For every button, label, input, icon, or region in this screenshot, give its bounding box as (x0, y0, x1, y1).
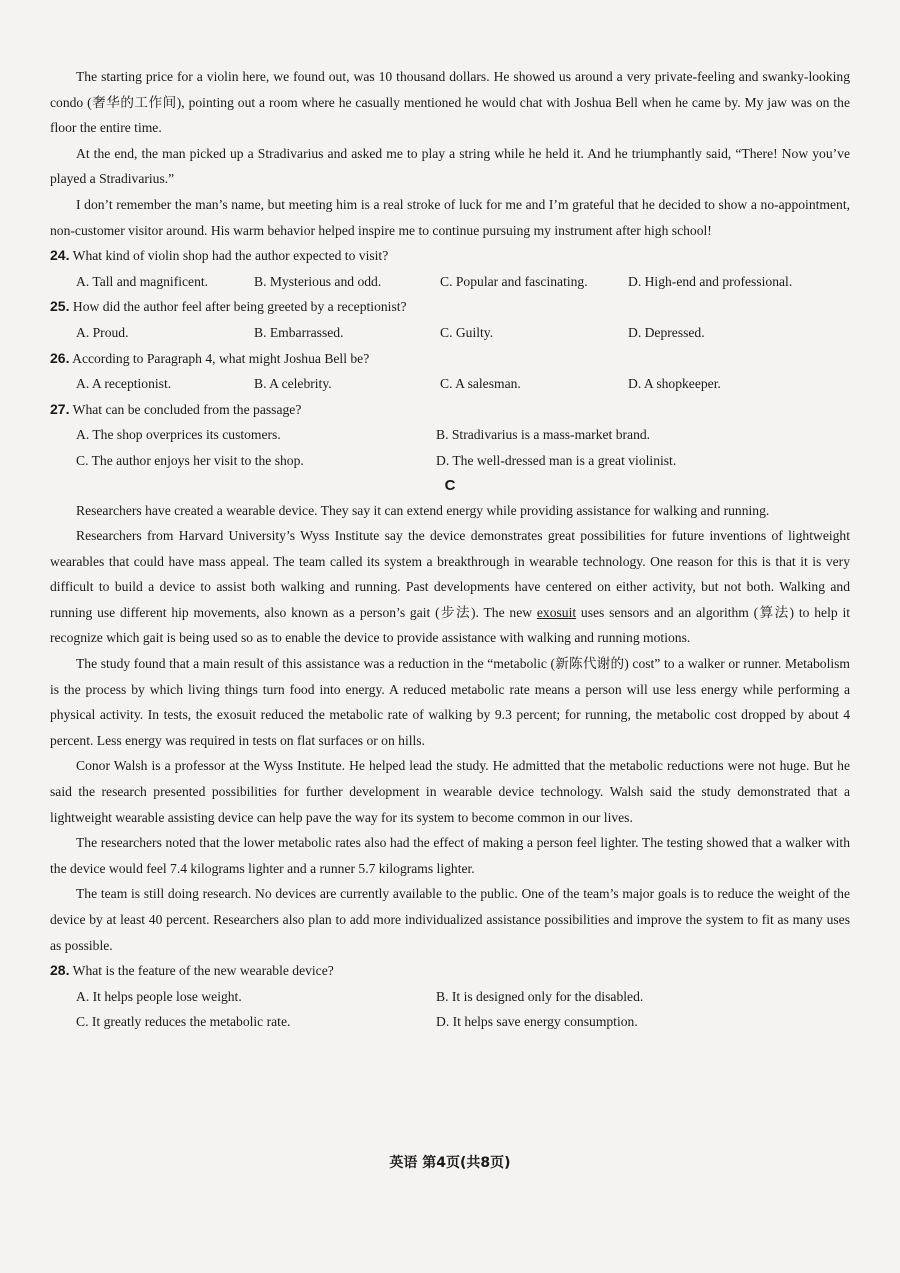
option-b: B. Mysterious and odd. (254, 273, 382, 289)
question-number: 25. (50, 298, 70, 315)
option-d: D. The well-dressed man is a great violinist. (436, 452, 677, 468)
question-number: 27. (50, 400, 70, 417)
question-text: According to Paragraph 4, what might Joshua Bell be? (72, 350, 370, 366)
option-b: B. Embarrassed. (254, 324, 344, 340)
option-a: A. A receptionist. (76, 376, 172, 392)
question-text: What can be concluded from the passage? (72, 401, 302, 417)
paragraph-text: Researchers from Harvard University’s Wyss Institute say the device demonstrates great possibilities for future inventions of lightweight wearables that could have mass appeal. The team called its system a breakthrough in wearable technology. One reason for this is that it is very difficult to build a device to assist both walking and running. Past developments have centered on either activity, but not both. Walking and running use different hip movements, also known as a person’s gait (步法). The new (50, 528, 850, 620)
option-c: C. It greatly reduces the metabolic rate. (76, 1014, 291, 1030)
option-d: D. Depressed. (628, 324, 705, 340)
question-number: 24. (50, 247, 70, 264)
question-text: How did the author feel after being greeted by a receptionist? (72, 299, 407, 315)
option-c: C. The author enjoys her visit to the shop. (76, 452, 304, 468)
option-a: A. It helps people lose weight. (76, 988, 242, 1004)
passage-b-paragraph-1: The starting price for a violin here, we found out, was 10 thousand dollars. He showed us around a very private-feeling and swanky-looking condo (奢华的工作间), pointing out a room where he casually mentioned he would chat with Joshua Bell when he came by. My jaw was on the floor the entire time. (50, 69, 850, 136)
option-a: A. The shop overprices its customers. (76, 427, 281, 443)
paragraph-text: uses sensors and an algorithm (算法) to help it recognize which gait is being used so as to enable the device to provide assistance with walking and running motions. (50, 604, 851, 646)
option-c: C. Guilty. (440, 324, 494, 340)
question-27 (50, 397, 850, 474)
option-b: B. It is designed only for the disabled. (436, 988, 644, 1004)
passage-c-paragraph-6: The team is still doing research. No devices are currently available to the public. One of the team’s major goals is to reduce the weight of the device by at least 40 percent. Researchers also plan to add more individualized assistance possibilities and improve the system to fit as many uses as possible. (50, 886, 850, 953)
option-c: C. Popular and fascinating. (440, 273, 588, 289)
question-25 (50, 294, 850, 345)
page-footer: 英语 第4页(共8页) (389, 1155, 511, 1171)
option-b: B. Stradivarius is a mass-market brand. (436, 427, 651, 443)
option-d: D. A shopkeeper. (628, 376, 721, 392)
option-d: D. It helps save energy consumption. (436, 1014, 638, 1030)
option-d: D. High-end and professional. (628, 273, 793, 289)
question-26 (50, 346, 850, 397)
option-a: A. Proud. (76, 324, 129, 340)
passage-c-paragraph-1: Researchers have created a wearable device. They say it can extend energy while providing assistance for walking and running. (76, 502, 770, 518)
question-24 (50, 243, 850, 294)
passage-c-paragraph-3: The study found that a main result of this assistance was a reduction in the “metabolic (新陈代谢的) cost” to a walker or runner. Metabolism is the process by which living things turn food into energy. A reduced metabolic rate means a person will use less energy while performing a physical activity. In tests, the exosuit reduced the metabolic rate of walking by 9.3 percent; for running, the metabolic cost dropped by about 4 percent. Less energy was required in tests on flat surfaces or on hills. (50, 656, 850, 748)
question-number: 26. (50, 349, 70, 366)
question-28 (50, 958, 850, 1035)
underlined-word-exosuit: exosuit (536, 604, 577, 620)
section-heading-c: C (444, 476, 456, 494)
question-text: What kind of violin shop had the author expected to visit? (72, 248, 389, 264)
question-number: 28. (50, 962, 70, 979)
option-b: B. A celebrity. (254, 376, 332, 392)
option-a: A. Tall and magnificent. (76, 273, 209, 289)
passage-b-paragraph-2: At the end, the man picked up a Stradivarius and asked me to play a string while he held it. And he triumphantly said, “There! Now you’ve played a Stradivarius.” (50, 145, 850, 187)
option-c: C. A salesman. (440, 376, 521, 392)
passage-c-paragraph-5: The researchers noted that the lower metabolic rates also had the effect of making a person feel lighter. The testing showed that a walker with the device would feel 7.4 kilograms lighter and a runner 5.7 kilograms lighter. (50, 835, 850, 876)
passage-c-paragraph-2 (50, 523, 850, 651)
passage-c-paragraph-4: Conor Walsh is a professor at the Wyss Institute. He helped lead the study. He admitted that the metabolic reductions were not huge. But he said the research presented possibilities for further development in wearable device technology. Walsh said the study demonstrated that a lightweight wearable assisting device can help pave the way for its system to become common in our lives. (50, 758, 850, 825)
question-text: What is the feature of the new wearable device? (72, 963, 334, 979)
passage-b-paragraph-3: I don’t remember the man’s name, but meeting him is a real stroke of luck for me and I’m grateful that he decided to show a no-appointment, non-customer visitor around. His warm behavior helped inspire me to continue pursuing my instrument after high school! (50, 196, 850, 238)
